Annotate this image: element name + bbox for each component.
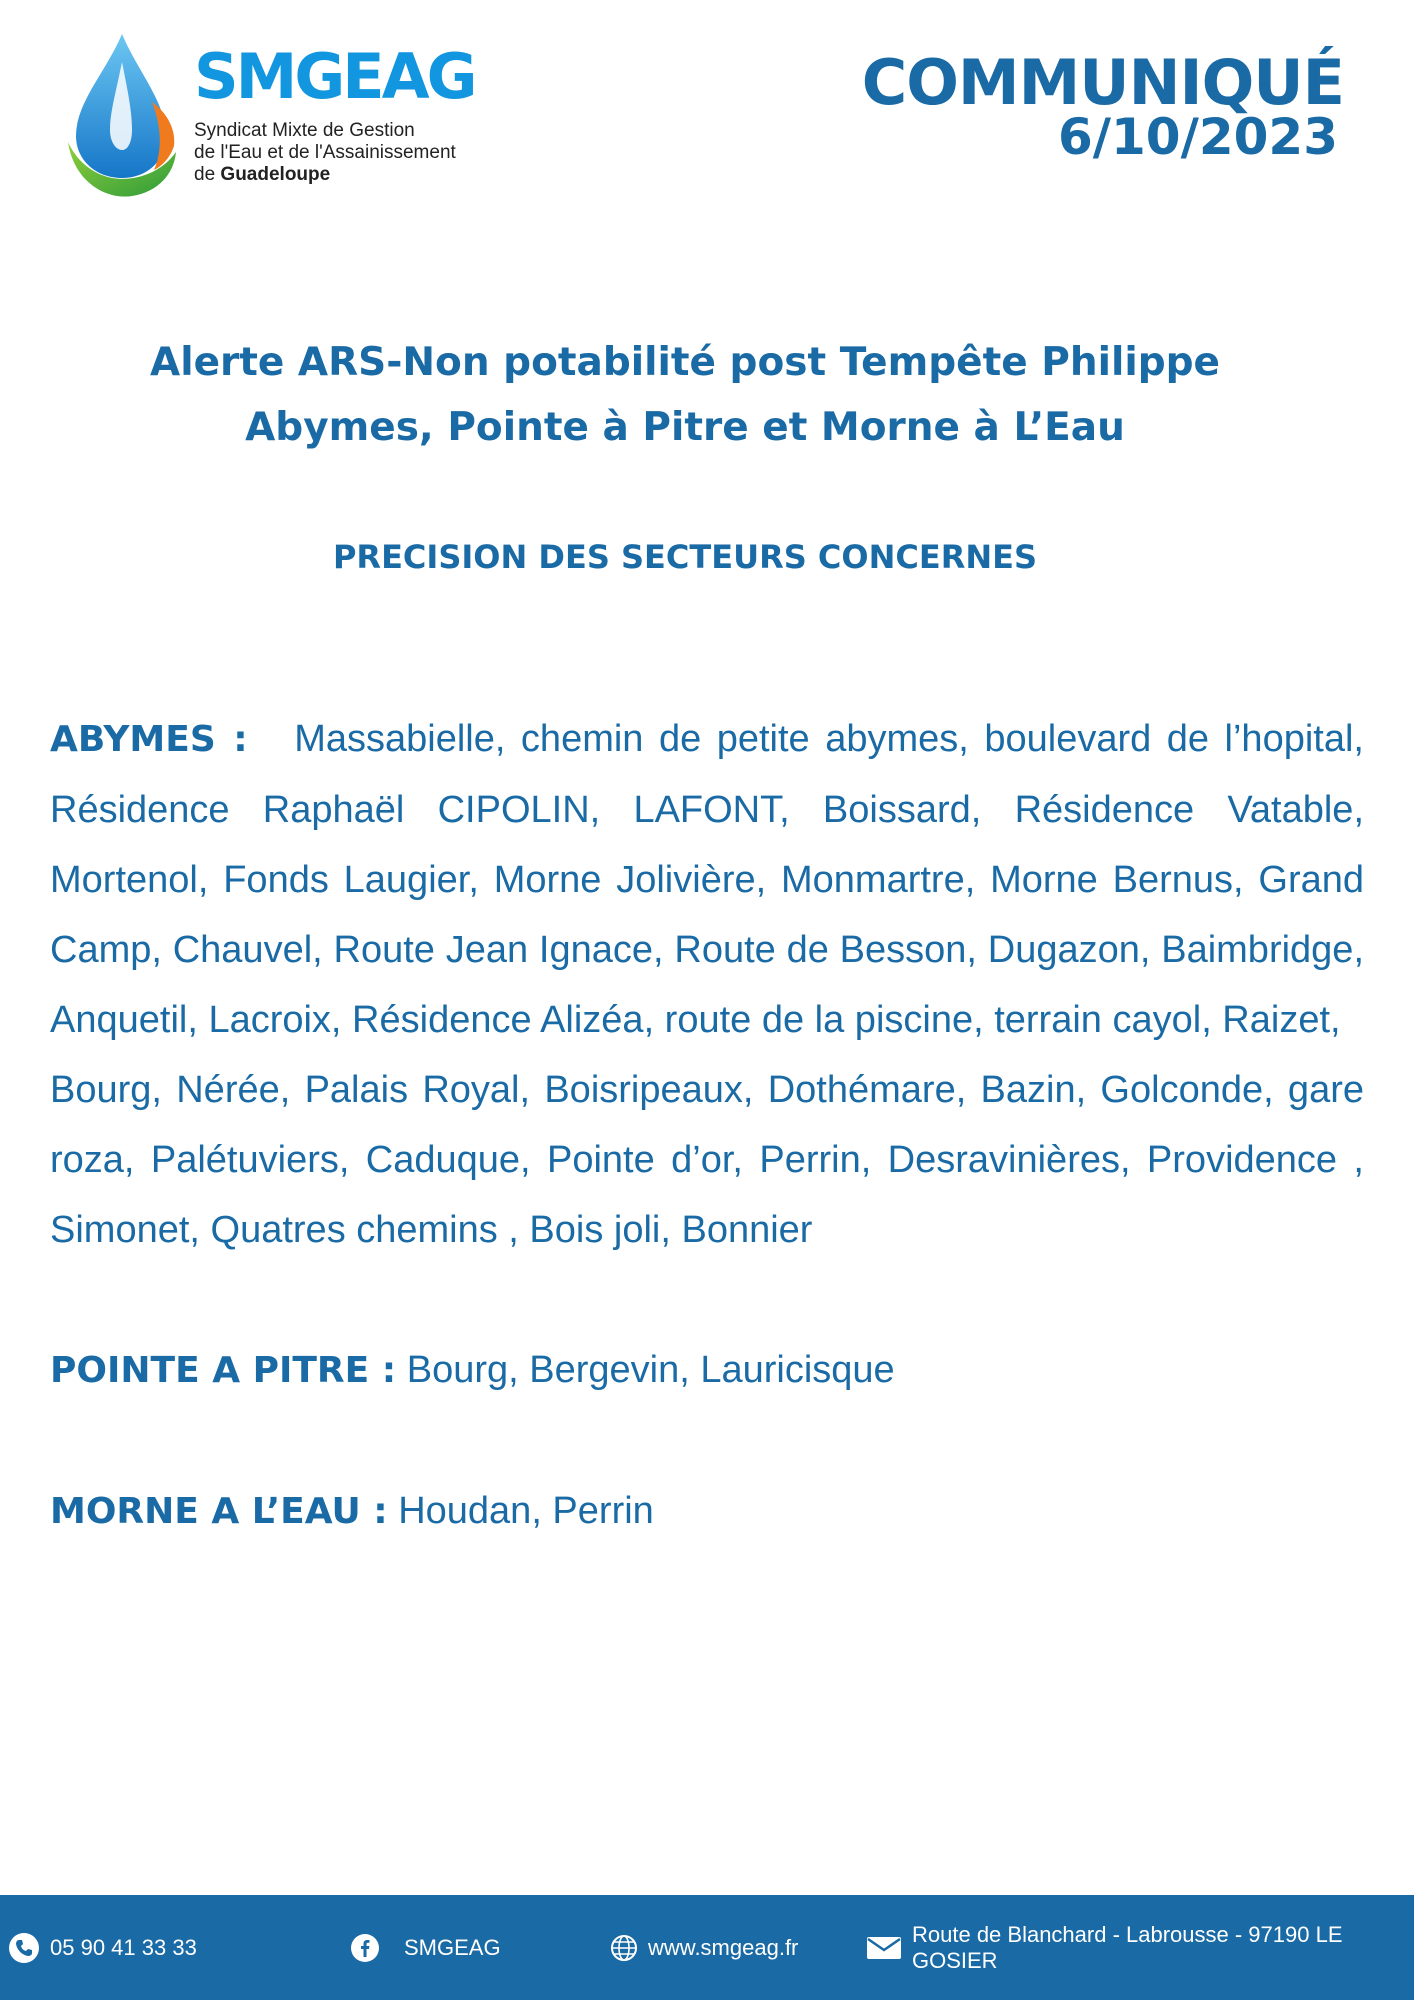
section-text: Massabielle, chemin de petite abymes, boulevard de l’hopital, Résidence Raphaël CIPOLIN, LAFONT, Boissard, Résidence Vatable, Mortenol, Fonds Laugier, Morne Jolivière, Monmartre, Morne Bernus, Grand Camp, Chauvel, Route Jean Ignace, Route de Besson, Dugazon, Baimbridge, Anquetil, Lacroix, Résidence Alizéa, route de la piscine, terrain cayol, Raizet, [50, 718, 1364, 1041]
sectors-content [50, 704, 1364, 1547]
facebook-handle: SMGEAG [404, 1934, 501, 1960]
section-abymes [50, 704, 1364, 1055]
footer-website[interactable] [610, 1895, 798, 2000]
footer-facebook[interactable] [350, 1895, 501, 2000]
footer-address [866, 1895, 1414, 2000]
footer-bar [0, 1895, 1414, 2000]
logo-subtitle-prefix: de [194, 164, 221, 185]
section-label: POINTE A PITRE : [50, 1350, 397, 1391]
website-url: www.smgeag.fr [648, 1934, 799, 1960]
logo-subtitle-line: de l'Eau et de l'Assainissement [194, 142, 456, 163]
smgeag-logo [66, 32, 496, 202]
subheading: PRECISION DES SECTEURS CONCERNES [332, 538, 1038, 576]
logo-subtitle-region: Guadeloupe [220, 164, 331, 185]
logo-subtitle-line: Syndicat Mixte de Gestion [194, 120, 415, 141]
section-text: Bourg, Bergevin, Lauricisque [406, 1349, 895, 1391]
logo-subtitle-line [194, 164, 494, 186]
section-morne-a-leau [50, 1476, 1364, 1547]
section-abymes-continued [50, 1055, 1364, 1265]
water-drop-logo-icon [66, 32, 178, 200]
section-text: Bourg, Nérée, Palais Royal, Boisripeaux, Dothémare, Bazin, Golconde, gare roza, Palétuviers, Caduque, Pointe d’or, Perrin, Desravinières, Providence , Simonet, Quatres chemins , Bois joli, Bonnier [50, 1069, 1364, 1251]
phone-icon [8, 1932, 40, 1964]
section-pointe-a-pitre [50, 1335, 1364, 1406]
section-label: ABYMES : [50, 719, 248, 760]
logo-name: SMGEAG [194, 40, 475, 113]
headline-line-1: Alerte ARS-Non potabilité post Tempête Philippe [150, 340, 1220, 385]
communique-title: COMMUNIQUÉ [861, 46, 1344, 119]
facebook-icon [350, 1933, 380, 1963]
headline-line-2: Abymes, Pointe à Pitre et Morne à L’Eau [245, 405, 1125, 450]
footer-phone[interactable] [8, 1895, 197, 2000]
postal-address: Route de Blanchard - Labrousse - 97190 LE GOSIER [912, 1921, 1343, 1973]
logo-subtitle [194, 120, 494, 186]
globe-icon [610, 1934, 638, 1962]
envelope-icon [866, 1935, 902, 1961]
communique-date: 6/10/2023 [1057, 108, 1338, 166]
phone-number: 05 90 41 33 33 [50, 1934, 197, 1960]
section-text: Houdan, Perrin [398, 1490, 654, 1532]
section-label: MORNE A L’EAU : [50, 1491, 388, 1532]
